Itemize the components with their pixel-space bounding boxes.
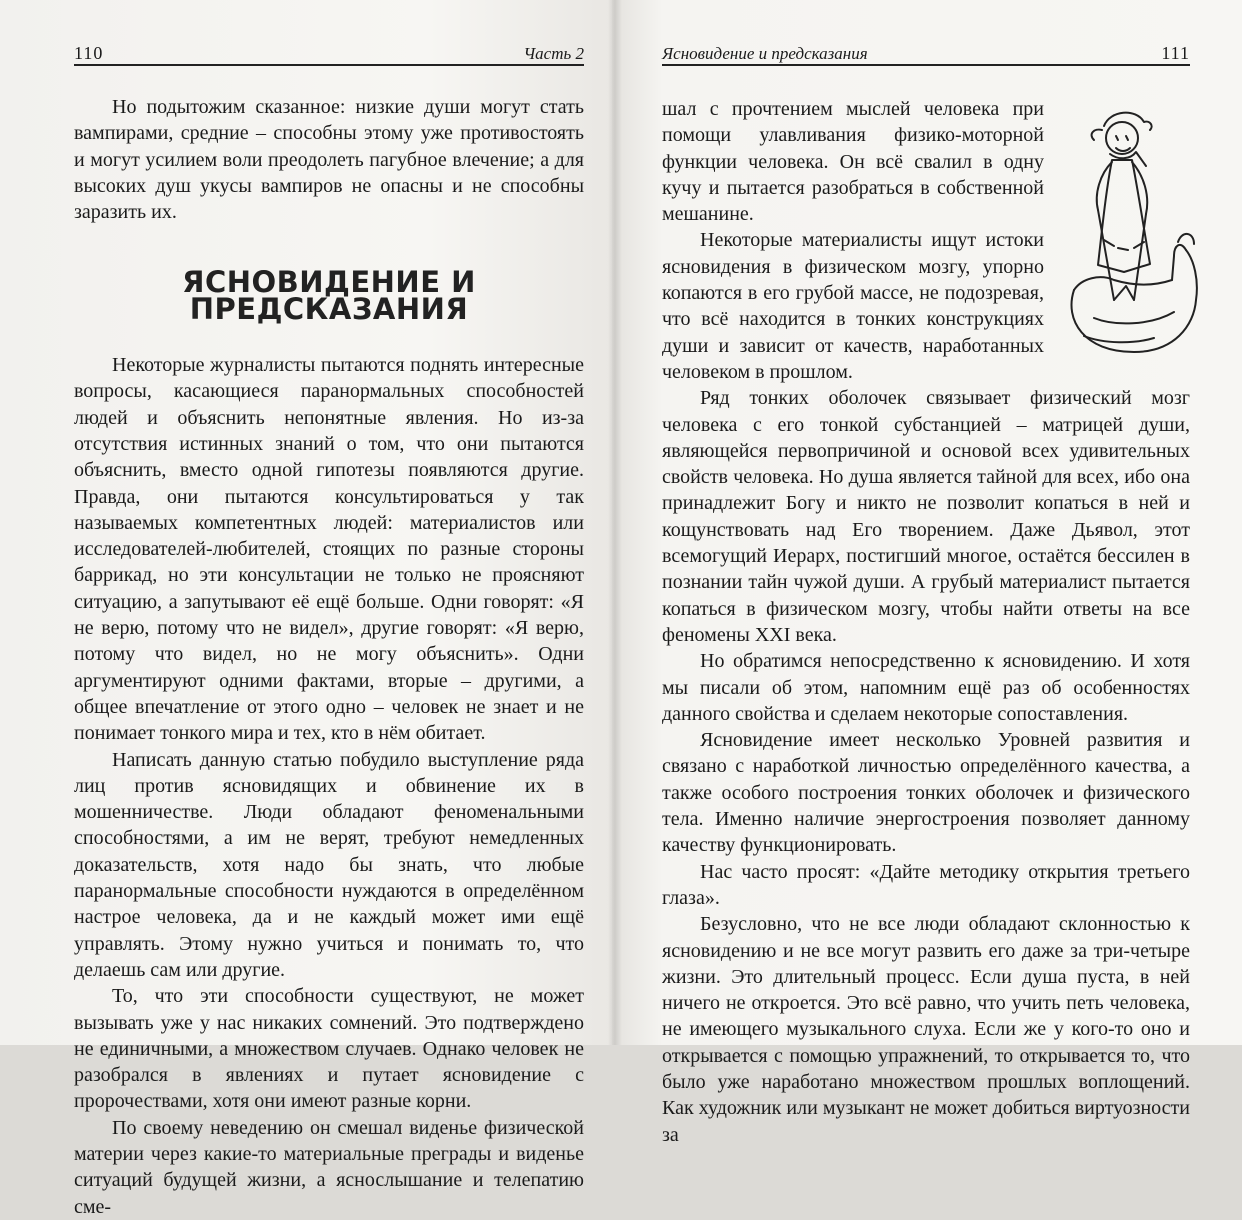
illustration-figure-on-hand [1054,90,1204,360]
section-heading: ЯСНОВИДЕНИЕ И ПРЕДСКАЗАНИЯ [182,265,476,326]
left-page-header [74,36,584,66]
paragraph: Некоторые журналисты пытаются поднять интересные вопросы, касающиеся паранормальных способностей людей и объяснить непонятные явления. Но из-за отсутствия истинных знаний о том, что они пытаются объяснить, вместо одной гипотезы появляются другие. Правда, они пытаются консультироваться у так называемых компетентных людей: материалистов или исследователей-любителей, стоящих по разные стороны баррикад, но эти консультации не только не проясняют ситуацию, а запутывают её ещё больше. Одни говорят: «Я не верю, потому что не видел», другие говорят: «Я верю, потому что видел, но не могу объяснить». Одни аргументируют одними фактами, вторые – другими, а общее впечатление от этого одно – человек не знает и не понимает тонкого мира и тех, кто в нём обитает. [74,354,584,745]
paragraph: Написать данную статью побудило выступление ряда лиц против ясновидящих и обвинение их в мошенничестве. Люди обладают феноменальными способностями, а им не верят, требуют немедленных доказательств, хотя надо бы знать, что любые паранормальные способности нуждаются в определённом настрое человека, да и не каждый может ими ещё управлять. Этому нужно учиться и понимать то, что делаешь сам или другие. [74,748,584,981]
book-gutter-shadow [608,0,622,1045]
running-head: Часть 2 [523,44,584,63]
paragraph: Некоторые материалисты ищут истоки ясновидения в физическом мозгу, упорно копаются в его грубой массе, не подозревая, что всё находится в тонких конструкциях души и зависит от качеств, наработанных человеком в прошлом. [662,229,1044,383]
page-number: 111 [1161,43,1190,63]
page-number: 110 [74,43,104,63]
running-head: Ясновидение и предсказания [662,44,868,63]
paragraph: Ряд тонких оболочек связывает физический мозг человека с его тонкой субстанцией – матрицей души, являющейся первопричиной и основой всех удивительных свойств человека. Но душа является тайной для всех, ибо она принадлежит Богу и никто не позволит копаться в ней и кощунствовать над Его творением. Даже Дьявол, этот всемогущий Иерарх, постигший многое, остаётся бессилен в познании тайн чужой души. А грубый материалист пытается копаться в физическом мозгу, чтобы найти ответы на все феномены XXI века. [662,387,1190,646]
paragraph: Но подытожим сказанное: низкие души могут стать вампирами, средние – способны этому уже противостоять и могут усилием воли преодолеть пагубное влечение; а для высоких душ укусы вампиров не опасны и не способны заразить их. [74,96,584,224]
right-page [612,0,1242,1146]
hand-figure-illustration [1054,90,1204,360]
paragraph: Безусловно, что не все люди обладают склонностью к ясновидению и не все могут развить его даже за три-четыре жизни. Это длительный процесс. Если душа пуста, в ней ничего не откроется. Это всё равно, что учить петь человека, не имеющего музыкального слуха. Если же у кого-то оно и открывается с помощью упражнений, то открывается то, что было уже наработано множеством прошлых воплощений. Как художник или музыкант не может добиться виртуозности за [662,913,1190,1146]
left-page [0,0,612,1218]
right-page-header [662,36,1190,66]
paragraph-continuation: шал с прочтением мыслей человека при помощи улавливания физико-моторной функции человека. Он всё свалил в одну кучу и пытается разобраться в собственной мешанине. [662,98,1044,226]
right-page-body [662,96,1190,1148]
paragraph: То, что эти способности существуют, не может вызывать уже у нас никаких сомнений. Это подтверждено не единичными, а множеством случаев. Однако человек не разобрался в явлениях и путает ясновидение с пророчествами, хотя они имеют разные корни. [74,985,584,1113]
left-page-body [74,94,584,1220]
paragraph: Нас часто просят: «Дайте методику открытия третьего глаза». [662,860,1190,909]
paragraph: Ясновидение имеет несколько Уровней развития и связано с наработкой личностью определённого качества, а также особого построения тонких оболочек и физического тела. Именно наличие энергостроения позволяет данному качеству функционировать. [662,729,1190,857]
paragraph: Но обратимся непосредственно к ясновидению. И хотя мы писали об этом, напомним ещё раз об особенностях данного свойства и сделаем некоторые сопоставления. [662,650,1190,725]
paragraph: По своему неведению он смешал виденье физической материи через какие-то материальные преграды и виденье ситуаций будущей жизни, а яснослышание и телепатию сме- [74,1116,584,1218]
